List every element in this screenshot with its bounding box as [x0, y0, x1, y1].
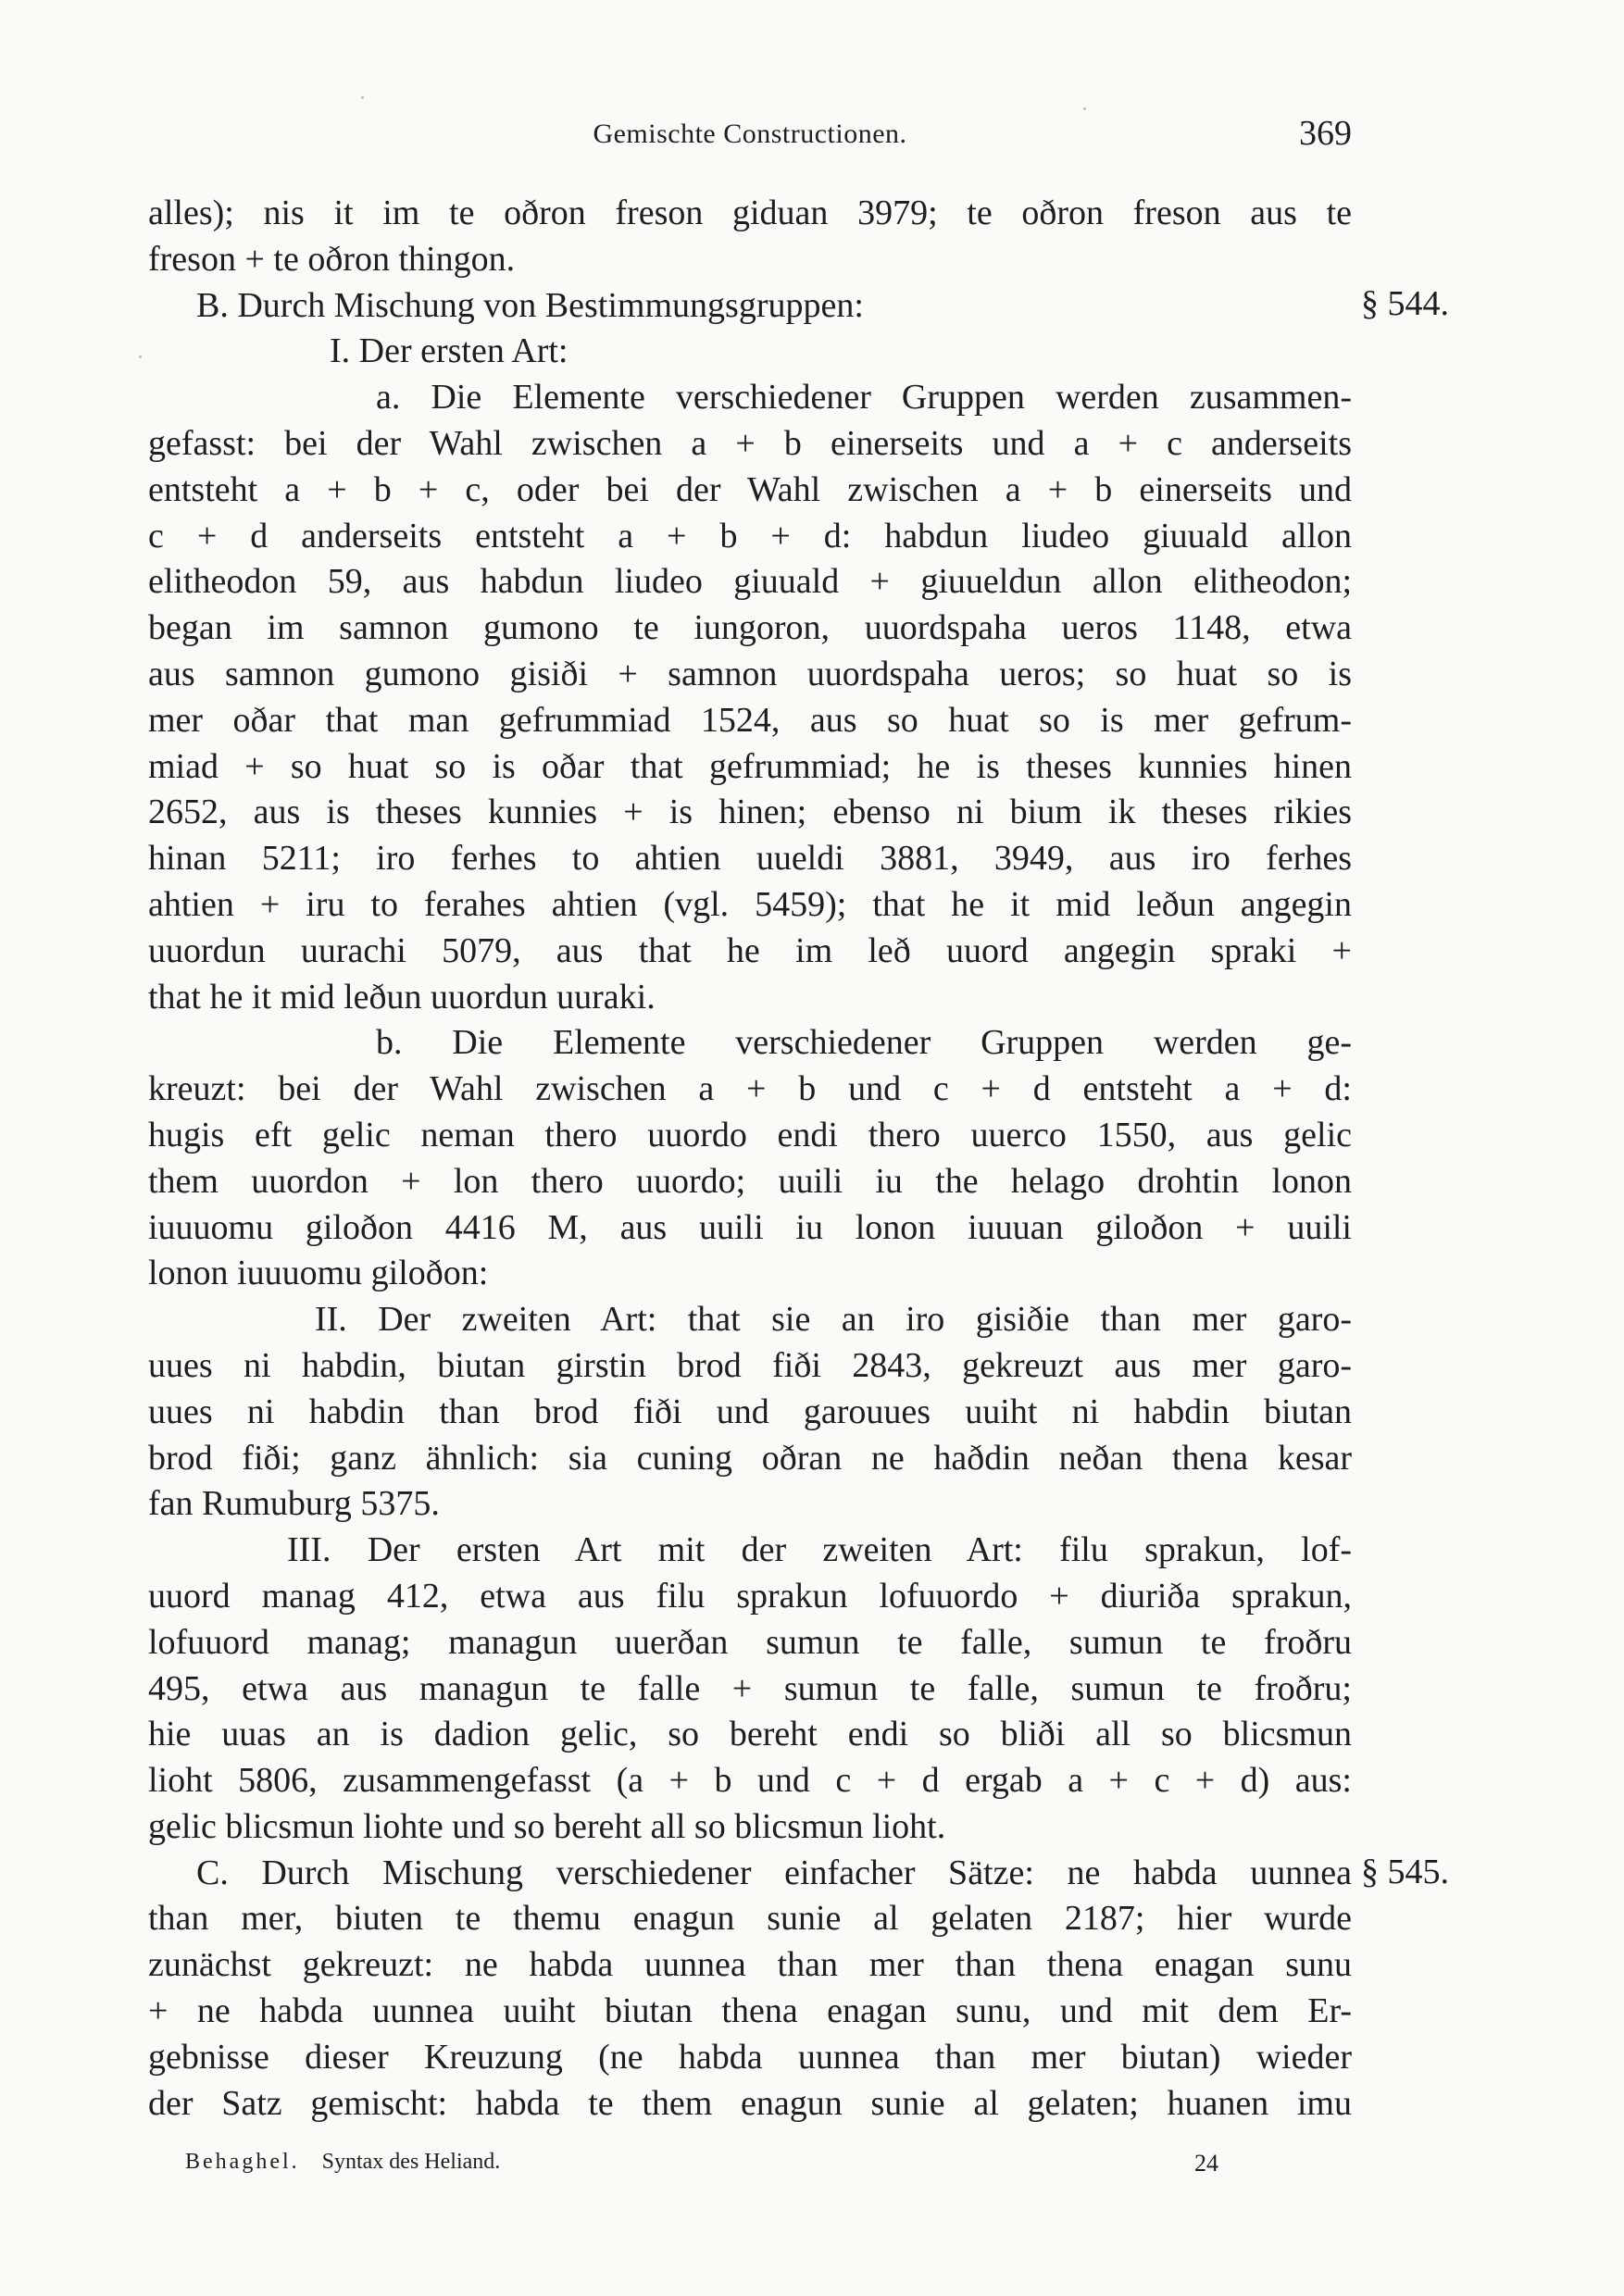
text-line: them uuordon + lon thero uuordo; uuili iu the helago drohtin lonon [148, 1161, 1352, 1201]
text-line: gefasst: bei der Wahl zwischen a + b einerseits und a + c anderseits [148, 423, 1352, 463]
text-line: 2652, aus is theses kunnies + is hinen; ebenso ni bium ik theses rikies [148, 792, 1352, 832]
body-text [148, 191, 1352, 2127]
text-line: freson + te oðron thingon. [148, 239, 516, 279]
text-line: c + d anderseits entsteht a + b + d: habdun liudeo giuuald allon [148, 516, 1352, 555]
text-line: lioht 5806, zusammengefasst (a + b und c + d ergab a + c + d) aus: [148, 1761, 1352, 1801]
text-line: uuord manag 412, etwa aus filu sprakun lofuuordo + diuriða sprakun, [148, 1576, 1352, 1616]
text-line: b. Die Elemente verschiedener Gruppen werden ge- [376, 1023, 1352, 1063]
text-line: der Satz gemischt: habda te them enagun sunie al gelaten; huanen imu [148, 2083, 1352, 2123]
page-number: 369 [1299, 114, 1352, 153]
text-line: hinan 5211; iro ferhes to ahtien uueldi 3881, 3949, aus iro ferhes [148, 839, 1352, 879]
text-line: lofuuord manag; managun uuerðan sumun te falle, sumun te froðru [148, 1622, 1352, 1662]
text-line: began im samnon gumono te iungoron, uuordspaha ueros 1148, etwa [148, 608, 1352, 648]
text-line: lonon iuuuomu giloðon: [148, 1254, 489, 1293]
text-line: gebnisse dieser Kreuzung (ne habda uunnea than mer biutan) wieder [148, 2037, 1352, 2077]
footer-author: Behaghel. [185, 2150, 300, 2174]
text-line: that he it mid leðun uuordun uuraki. [148, 977, 656, 1017]
text-line: II. Der zweiten Art: that sie an iro gisiðie than mer garo- [315, 1300, 1352, 1340]
text-line: uuordun uurachi 5079, aus that he im leð uuord angegin spraki + [148, 930, 1352, 970]
text-line: than mer, biuten te themu enagun sunie al gelaten 2187; hier wurde [148, 1899, 1352, 1939]
text-line: aus samnon gumono gisiði + samnon uuordspaha ueros; so huat so is [148, 654, 1352, 693]
footer [185, 2150, 1218, 2187]
text-line: kreuzt: bei der Wahl zwischen a + b und c + d entsteht a + d: [148, 1069, 1352, 1109]
signature-mark: 24 [1194, 2150, 1218, 2177]
text-line: III. Der ersten Art mit der zweiten Art: filu sprakun, lof- [287, 1530, 1352, 1570]
paper-speck [361, 96, 364, 99]
running-title: Gemischte Constructionen. [593, 119, 907, 149]
text-line: hie uuas an is dadion gelic, so bereht endi so bliði all so blicsmun [148, 1715, 1352, 1754]
text-line: 495, etwa aus managun te falle + sumun te falle, sumun te froðru; [148, 1668, 1352, 1708]
text-line: + ne habda uunnea uuiht biutan thena enagan sunu, und mit dem Er- [148, 1991, 1352, 2031]
footer-work: Syntax des Heliand. [321, 2150, 501, 2174]
text-line: uues ni habdin, biutan girstin brod fiði 2843, gekreuzt aus mer garo- [148, 1345, 1352, 1385]
text-line: entsteht a + b + c, oder bei der Wahl zwischen a + b einerseits und [148, 469, 1352, 509]
text-line: zunächst gekreuzt: ne habda uunnea than mer than thena enagan sunu [148, 1945, 1352, 1985]
text-line: hugis eft gelic neman thero uuordo endi thero uuerco 1550, aus gelic [148, 1115, 1352, 1154]
text-line: brod fiði; ganz ähnlich: sia cuning oðran ne haðdin neðan thena kesar [148, 1438, 1352, 1478]
text-line: I. Der ersten Art: [330, 331, 568, 371]
paper-speck [139, 356, 142, 358]
text-line: mer oðar that man gefrummiad 1524, aus so huat so is mer gefrum- [148, 700, 1352, 740]
text-line: gelic blicsmun liohte und so bereht all so blicsmun lioht. [148, 1806, 946, 1846]
section-mark-545: § 545. [1361, 1853, 1449, 1891]
text-line: a. Die Elemente verschiedener Gruppen werden zusammen- [376, 378, 1352, 418]
text-line: alles); nis it im te oðron freson giduan 3979; te oðron freson aus te [148, 193, 1352, 232]
running-head [148, 113, 1352, 168]
text-line: iuuuomu giloðon 4416 M, aus uuili iu lonon iuuuan giloðon + uuili [148, 1207, 1352, 1247]
text-line: C. Durch Mischung verschiedener einfacher Sätze: ne habda uunnea [196, 1853, 1352, 1892]
paper-speck [1083, 107, 1086, 110]
text-line: elitheodon 59, aus habdun liudeo giuuald + giuueldun allon elitheodon; [148, 562, 1352, 602]
section-mark-544: § 544. [1361, 284, 1449, 323]
text-line: B. Durch Mischung von Bestimmungsgruppen: [196, 285, 864, 325]
text-line: miad + so huat so is oðar that gefrummiad; he is theses kunnies hinen [148, 746, 1352, 786]
text-line: fan Rumuburg 5375. [148, 1484, 440, 1524]
text-line: uues ni habdin than brod fiði und garouues uuiht ni habdin biutan [148, 1391, 1352, 1431]
text-line: ahtien + iru to ferahes ahtien (vgl. 5459); that he it mid leðun angegin [148, 884, 1352, 924]
